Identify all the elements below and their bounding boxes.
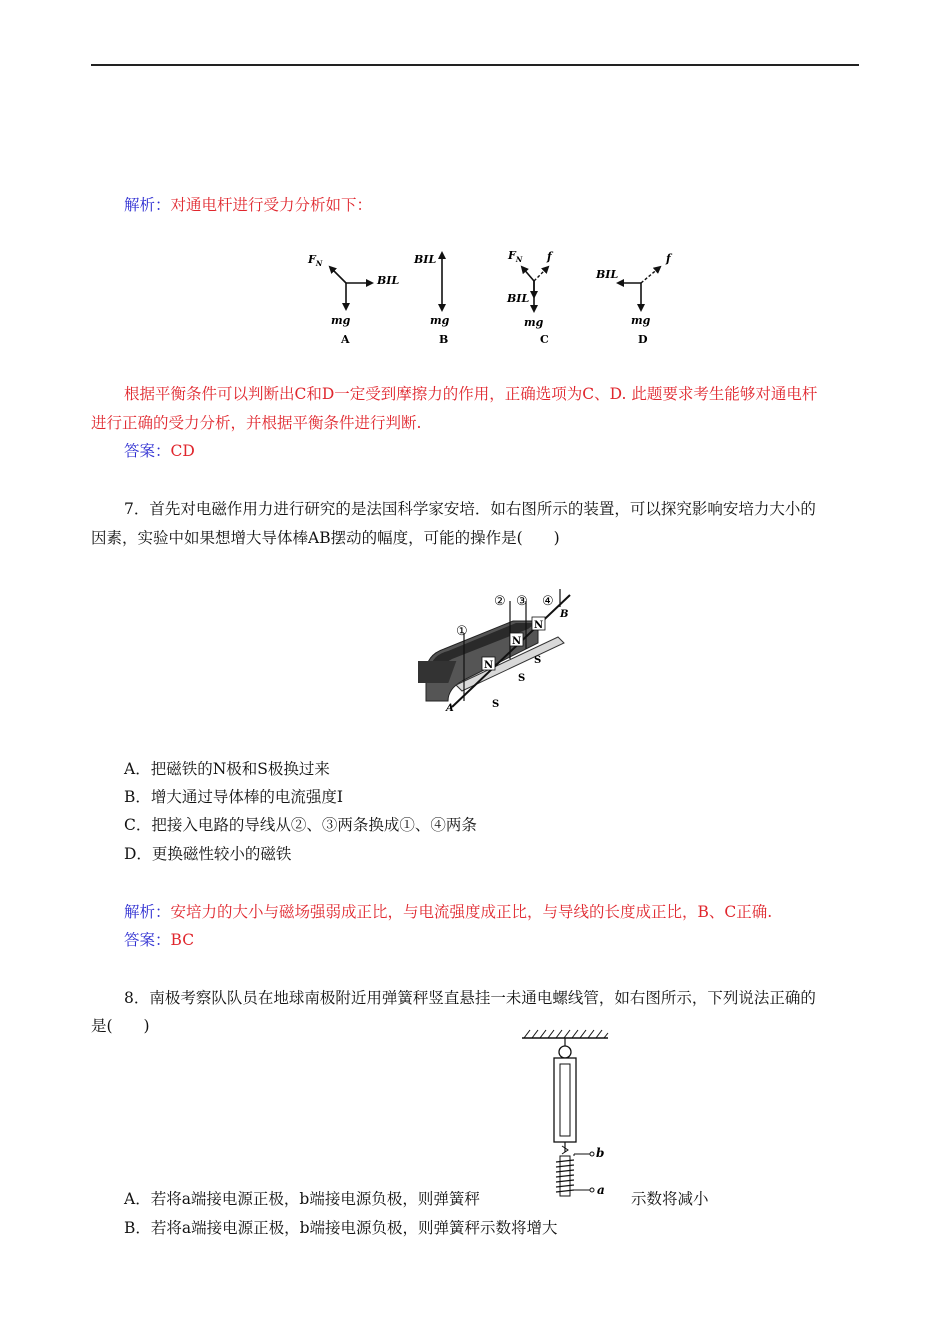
q8-option-a-left: A．若将a端接电源正极，b端接电源负极，则弹簧秤 <box>124 1190 480 1208</box>
magnet-n-1: N <box>484 660 494 671</box>
answer-value: CD <box>170 442 195 460</box>
q7-option-c: C．把接入电路的导线从②、③两条换成①、④两条 <box>124 816 477 834</box>
label-f-d: f <box>666 252 671 265</box>
diagram-a <box>307 253 399 346</box>
q7-analysis <box>124 902 772 922</box>
q7-answer <box>124 930 194 950</box>
wire-2-label: ② <box>494 594 506 609</box>
magnet-s-1: S <box>534 655 542 666</box>
spring-scale-solenoid-figure <box>518 1024 610 1204</box>
caption-d: D <box>638 333 648 346</box>
wire-3-label: ③ <box>516 594 528 609</box>
diagram-c <box>506 249 554 346</box>
analysis-explanation-1: 根据平衡条件可以判断出C和D一定受到摩擦力的作用，正确选项为C、D. 此题要求考生能够对通电杆 <box>124 385 818 403</box>
question-8-line-1: 8．南极考察队队员在地球南极附近用弹簧秤竖直悬挂一未通电螺线管，如右图所示，下列说法正确的 <box>124 989 816 1007</box>
magnet-s-2: S <box>518 673 526 684</box>
terminal-a: a <box>597 1183 605 1197</box>
q7-answer-value: BC <box>170 931 195 949</box>
label-bil-a: BIL <box>377 274 400 287</box>
label-bil-c: BIL <box>507 292 530 305</box>
caption-a: A <box>341 333 350 346</box>
q8-option-a-right: 示数将减小 <box>631 1190 709 1208</box>
caption-b: B <box>439 333 449 346</box>
q7-answer-label: 答案： <box>124 931 171 949</box>
diagram-b <box>413 253 450 346</box>
question-7-line-1: 7．首先对电磁作用力进行研究的是法国科学家安培．如右图所示的装置，可以探究影响安培力大小的 <box>124 500 816 518</box>
q7-analysis-label: 解析： <box>124 903 171 921</box>
analysis-1 <box>124 195 372 215</box>
magnet-n-2: N <box>512 636 522 647</box>
q7-option-b: B．增大通过导体棒的电流强度I <box>124 788 344 806</box>
wire-4-label: ④ <box>542 594 554 609</box>
wire-1-label: ① <box>456 624 468 639</box>
label-mg-a: mg <box>331 314 351 327</box>
answer-1 <box>124 441 195 461</box>
question-8-line-2: 是( ) <box>91 1017 150 1035</box>
q7-analysis-text: 安培力的大小与磁场强弱成正比，与电流强度成正比，与导线的长度成正比，B、C正确. <box>170 903 773 921</box>
label-mg-d: mg <box>631 314 651 327</box>
magnet-n-3: N <box>534 620 544 631</box>
q7-option-a: A．把磁铁的N极和S极换过来 <box>124 760 330 778</box>
force-diagram <box>300 243 700 353</box>
answer-label: 答案： <box>124 442 171 460</box>
rod-end-a: A <box>446 703 454 714</box>
label-mg-b: mg <box>430 314 450 327</box>
header-rule <box>91 64 859 66</box>
caption-c: C <box>540 333 549 346</box>
q7-option-d: D．更换磁性较小的磁铁 <box>124 845 292 863</box>
analysis-explanation-2: 进行正确的受力分析，并根据平衡条件进行判断. <box>91 414 422 432</box>
label-fn-a: $F_N$ <box>308 253 323 268</box>
analysis-label: 解析： <box>124 196 171 214</box>
analysis-text: 对通电杆进行受力分析如下： <box>170 196 373 214</box>
question-7-line-2: 因素，实验中如果想增大导体棒AB摆动的幅度，可能的操作是( ) <box>91 529 560 547</box>
diagram-d <box>595 252 673 346</box>
rod-end-b: B <box>560 609 569 620</box>
terminal-b: b <box>596 1146 605 1160</box>
magnet-s-3: S <box>492 699 500 710</box>
magnet-apparatus-figure <box>418 585 578 715</box>
label-fn-c: $F_N$ <box>508 249 523 264</box>
label-mg-c: mg <box>524 316 544 329</box>
label-bil-b: BIL <box>414 253 437 266</box>
q8-option-b: B．若将a端接电源正极，b端接电源负极，则弹簧秤示数将增大 <box>124 1219 558 1237</box>
label-bil-d: BIL <box>596 268 619 281</box>
label-f-c: f <box>547 250 552 263</box>
